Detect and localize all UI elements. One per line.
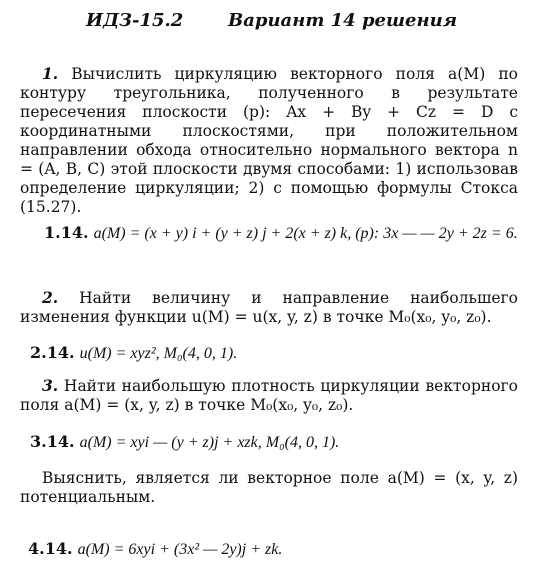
task-4-14-formula: a(M) = 6xyi + (3x² — 2y)j + zk.	[77, 541, 283, 558]
page-header	[0, 8, 534, 36]
task-4-14-number: 4.14.	[28, 539, 73, 558]
task-3	[20, 376, 518, 415]
task-2-text: Найти величину и направление наибольшего изменения функции u(M) = u(x, y, z) в точке M₀(x₀, y₀, z₀).	[20, 289, 518, 326]
task-4	[20, 469, 518, 507]
task-3-14-formula: a(M) = xyi — (y + z)j + xzk, M₀(4, 0, 1).	[79, 434, 340, 451]
variant-title: Вариант 14 решения	[228, 10, 458, 31]
task-2-14-formula: u(M) = xyz², M₀(4, 0, 1).	[79, 345, 238, 362]
task-3-number: 3.	[42, 376, 59, 395]
task-2-14-number: 2.14.	[30, 343, 75, 362]
task-3-14	[30, 432, 518, 452]
task-1-text: Вычислить циркуляцию векторного поля a(M) по контуру треугольника, полученного в результате пересечения плоскости (p): Ax + By + Cz = D с координатными плоскостями, при положительном направлении обхода относительно нормального вектора n = (A, B, C) этой плоскости двумя способами: 1) использовав определение циркуляции; 2) с помощью формулы Стокса (15.27).	[20, 65, 518, 216]
task-4-14	[28, 539, 518, 559]
task-1-14-number: 1.14.	[44, 223, 89, 242]
task-1	[20, 64, 518, 217]
task-4-text: Выяснить, является ли векторное поле a(M) = (x, y, z) потенциальным.	[20, 469, 518, 506]
task-1-14	[22, 222, 518, 244]
assignment-code: ИДЗ-15.2	[86, 10, 184, 31]
task-1-number: 1.	[42, 64, 59, 83]
task-2	[20, 288, 518, 327]
task-1-14-formula: a(M) = (x + y) i + (y + z) j + 2(x + z) k, (p): 3x — — 2y + 2z = 6.	[93, 225, 518, 242]
task-3-14-number: 3.14.	[30, 432, 75, 451]
task-2-number: 2.	[42, 288, 59, 307]
task-3-text: Найти наибольшую плотность циркуляции векторного поля a(M) = (x, y, z) в точке M₀(x₀, y₀, z₀).	[20, 377, 518, 414]
task-2-14	[30, 343, 518, 363]
